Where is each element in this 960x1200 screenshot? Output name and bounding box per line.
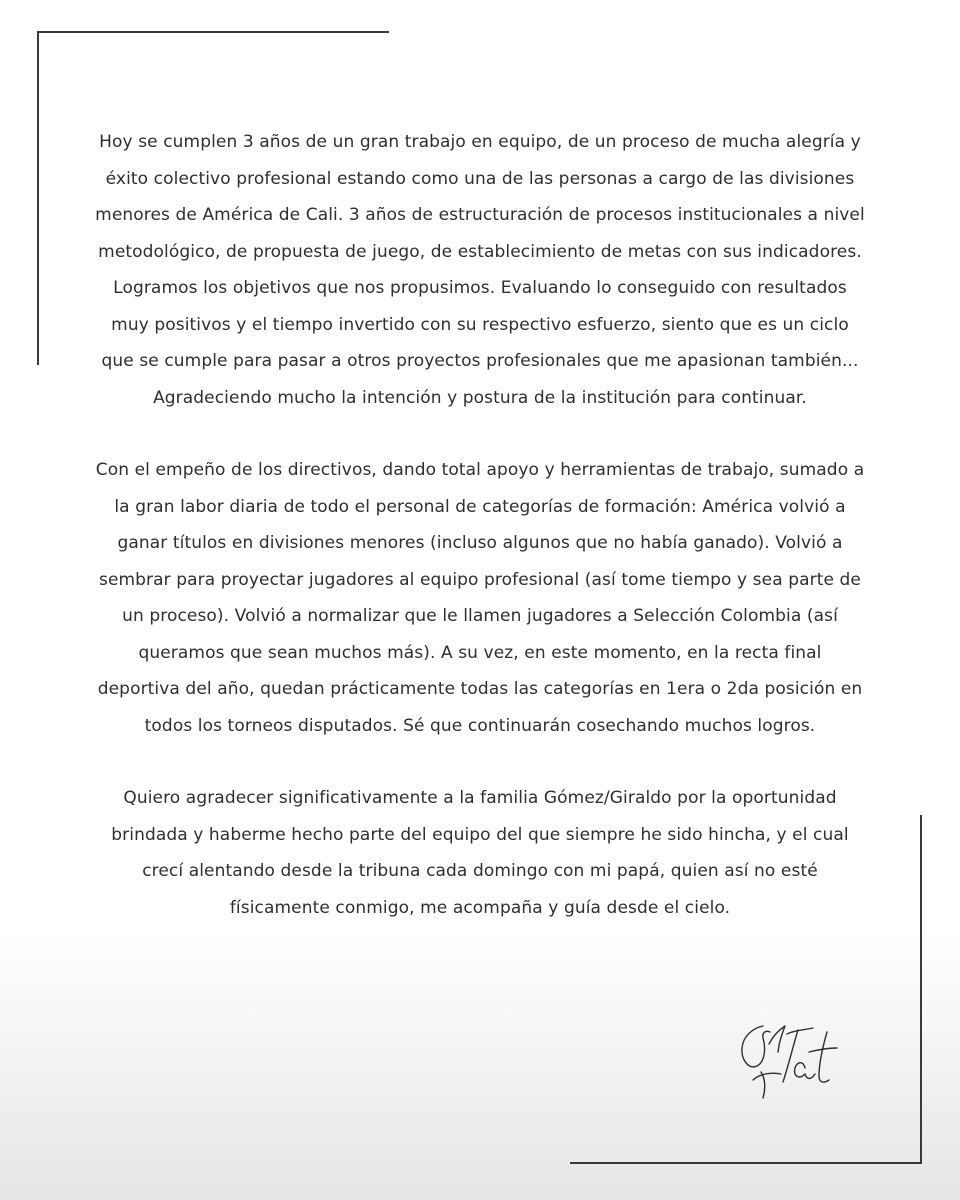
handwritten-signature-icon xyxy=(735,1018,845,1110)
paragraph-intro: Hoy se cumplen 3 años de un gran trabajo en equipo, de un proceso de mucha alegría y éxito colectivo profesional estando como una de las personas a cargo de las divisiones menores de América de Cali. 3 años de estructuración de procesos institucionales a nivel metodológico, de propuesta de juego, de establecimiento de metas con sus indicadores. Logramos los objetivos que nos propusimos. Evaluando lo conseguido con resultados muy positivos y el tiempo invertido con su respectivo esfuerzo, siento que es un ciclo que se cumple para pasar a otros proyectos profesionales que me apasionan también... Agradeciendo mucho la intención y postura de la institución para continuar. xyxy=(95,132,865,408)
letter-body xyxy=(95,124,865,926)
paragraph-thanks: Quiero agradecer significativamente a la familia Gómez/Giraldo por la oportunidad brindada y haberme hecho parte del equipo del que siempre he sido hincha, y el cual crecí alentando desde la tribuna cada domingo con mi papá, quien así no esté físicamente conmigo, me acompaña y guía desde el cielo. xyxy=(111,788,849,918)
frame-top-line xyxy=(37,31,389,33)
frame-right-line xyxy=(920,815,922,1164)
frame-bottom-line xyxy=(570,1162,922,1164)
paragraph-achievements: Con el empeño de los directivos, dando total apoyo y herramientas de trabajo, sumado a la gran labor diaria de todo el personal de categorías de formación: América volvió a ganar títulos en divisiones menores (incluso algunos que no había ganado). Volvió a sembrar para proyectar jugadores al equipo profesional (así tome tiempo y sea parte de un proceso). Volvió a normalizar que le llamen jugadores a Selección Colombia (así queramos que sean muchos más). A su vez, en este momento, en la recta final deportiva del año, quedan prácticamente todas las categorías en 1era o 2da posición en todos los torneos disputados. Sé que continuarán cosechando muchos logros. xyxy=(95,460,865,736)
frame-left-line xyxy=(37,31,39,365)
